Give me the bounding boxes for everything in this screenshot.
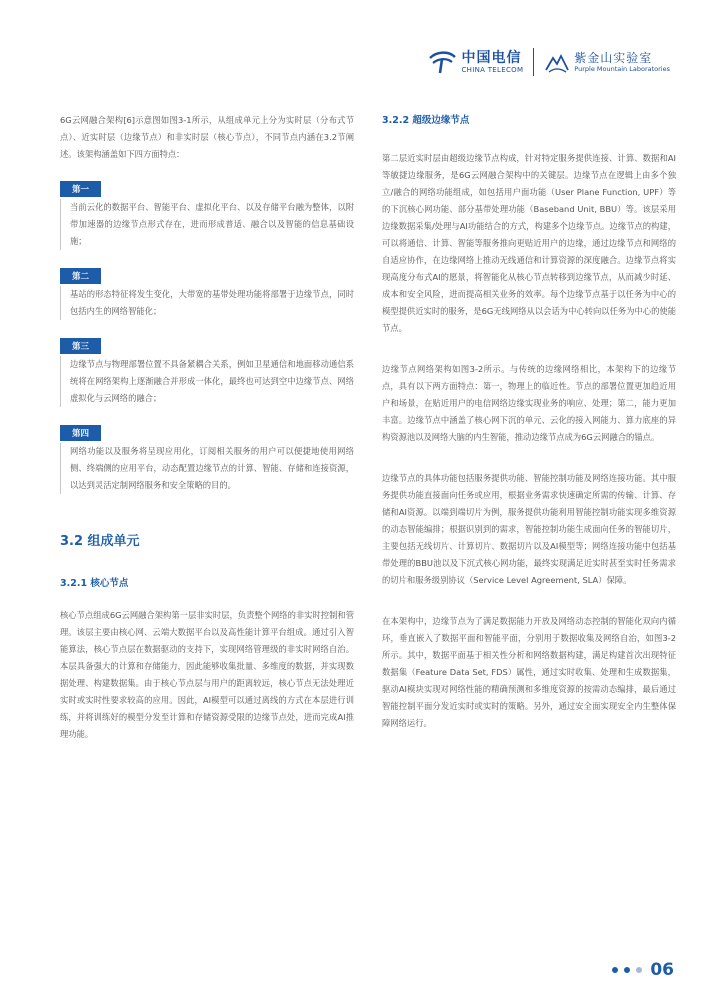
- feature-item-1: [60, 177, 354, 250]
- spacer: [382, 446, 676, 470]
- page-number: 06: [650, 960, 674, 980]
- feature-body-3: [60, 356, 354, 407]
- china-telecom-logo-icon: [427, 49, 457, 75]
- edge-paragraph-2: 边缘节点网络架构如图3-2所示。与传统的边缘网络相比，本架构下的边缘节点，具有以下两方面特点：第一，物理上的临近性。节点的部署位置更加趋近用户和场景，在贴近用户的电信网络边缘实现业务的响应、处理；第二，能力更加丰富。边缘节点中涵盖了核心网下沉的单元、云化的接入网能力、算力底座的异构资源池以及网络大脑的内生智能，推动边缘节点成为6G云网融合的锚点。: [382, 364, 676, 442]
- spacer: [382, 337, 676, 361]
- feature-item-3: [60, 334, 354, 407]
- feature-tag-4: 第四: [60, 425, 101, 441]
- intro-paragraph: 6G云网融合架构[6]示意图如图3-1所示，从组成单元上分为实时层（分布式节点）、近实时层（边缘节点）和非实时层（核心节点），不同节点内涵在3.2节阐述。该架构涵盖如下四方面特点：: [60, 115, 354, 159]
- edge-paragraph-3: 边缘节点的具体功能包括服务提供功能、智能控制功能及网络连接功能。其中服务提供功能直接面向任务或应用，根据业务需求快速确定所需的传输、计算、存储和AI资源。以端到端切片为例，服务提供功能利用智能控制功能实现多维资源的动态智能编排；根据识别到的需求，智能控制功能生成面向任务的智能切片，主要包括无线切片、计算切片、数据切片以及AI模型等；网络连接功能中包括基带处理的BBU池以及下沉式核心网功能，最终实现满足近实时甚至实时任务需求的切片和服务级别协议（Service Level Agreement, SLA）保障。: [382, 473, 676, 585]
- page-header: [427, 44, 670, 80]
- purple-mountain-logo: [544, 50, 670, 74]
- spacer: [382, 589, 676, 613]
- edge-paragraph-4: 在本架构中，边缘节点为了满足数据能力开放及网络动态控制的智能化双向内循环，垂直嵌入了数据平面和智能平面，分别用于数据收集及网络自治，如图3-2所示。其中，数据平面基于相关性分析和网络数据构建，满足构建首次出现特征数据集（Feature Data Set, FDS）属性，通过实时收集、处理和生成数据集，驱动AI模块实现对网络性能的精确预测和多维度资源的按需动态编排，最后通过智能控制平面分发近实时或实时的策略。另外，通过安全面实现安全内生整体保障网络运行。: [382, 616, 676, 728]
- feature-text-4: 网络功能以及服务将呈现应用化，订阅相关服务的用户可以便捷地使用网络侧、终端侧的应用平台，动态配置边缘节点的计算、智能、存储和连接资源，以达到灵活定制网络服务和安全策略的目的。: [70, 446, 354, 490]
- page-footer: [612, 960, 674, 980]
- spacer: [60, 589, 354, 607]
- lab-name-en: Purple Mountain Laboratories: [574, 64, 670, 73]
- right-column: [382, 112, 676, 732]
- page-dot-2: [624, 967, 630, 973]
- header-divider: [533, 48, 534, 76]
- mountain-logo-icon: [544, 50, 570, 74]
- feature-text-2: 基站的形态特征将发生变化，大带宽的基带处理功能将部署于边缘节点，同时包括内生的网络智能化；: [70, 289, 354, 316]
- subsection-title-edge: 3.2.2 超级边缘节点: [382, 115, 470, 126]
- subsection-title-core: 3.2.1 核心节点: [60, 578, 129, 589]
- feature-text-1: 当前云化的数据平台、智能平台、虚拟化平台、以及存储平台融为整体，以附带加速器的边缘节点形式存在，进而形成普适、融合以及智能的信息基础设施；: [70, 202, 354, 246]
- edge-paragraph-1: 第二层近实时层由超级边缘节点构成，针对特定服务提供连接、计算、数据和AI等敏捷边缘服务，是6G云网融合架构中的关键层。边缘节点在逻辑上由多个独立/融合的网络功能组成，如包括用户面功能（User Plane Function, UPF）等的下沉核心网功能、部分基带处理功能（Baseband Unit, BBU）等。该层采用边缘数据采集/处理与AI功能结合的方式，构建多个边缘节点。边缘节点的构建，可以将通信、计算、智能等服务推向更贴近用户的边缘，通过边缘节点和网络的自适应协作，在边缘网络上推动无线通信和计算资源的深度融合。边缘节点将实现高度分布式AI的愿景，将智能化从核心节点转移到边缘节点，从而减少时延、成本和安全风险，进而提高相关业务的效率。每个边缘节点基于以任务为中心的模型提供近实时的服务，是6G无线网络从以会话为中心转向以任务为中心的使能节点。: [382, 153, 676, 333]
- page-dot-1: [612, 967, 618, 973]
- feature-item-4: [60, 421, 354, 494]
- lab-name-cn: 紫金山实验室: [574, 50, 653, 65]
- feature-body-1: [60, 199, 354, 250]
- china-telecom-logo: [427, 49, 523, 75]
- feature-tag-3: 第三: [60, 338, 101, 354]
- china-telecom-name-cn: 中国电信: [461, 49, 522, 66]
- feature-tag-2: 第二: [60, 268, 101, 284]
- feature-tag-1: 第一: [60, 181, 101, 197]
- feature-body-2: [60, 286, 354, 320]
- left-column: [60, 112, 354, 743]
- feature-item-2: [60, 264, 354, 320]
- feature-body-4: [60, 443, 354, 494]
- china-telecom-name-en: CHINA TELECOM: [461, 65, 524, 74]
- core-node-paragraph: 核心节点组成6G云网融合架构第一层非实时层，负责整个网络的非实时控制和管理。该层主要由核心网、云端大数据平台以及高性能计算平台组成。通过引入智能算法，核心节点层在数据驱动的支持下，实现网络管理级的非实时网络自治。本层具备强大的计算和存储能力，因此能够收集批量、多维度的数据，并实现数据处理、构建数据集。由于核心节点层与用户的距离较远，核心节点无法处理近实时或实时性要求较高的应用。因此，AI模型可以通过离线的方式在本层进行训练，并将训练好的模型分发至计算和存储资源受限的边缘节点处，进而完成AI推理功能。: [60, 610, 354, 739]
- spacer: [382, 126, 676, 150]
- section-title: 3.2 组成单元: [60, 534, 140, 549]
- feature-text-3: 边缘节点与物理部署位置不具备紧耦合关系，例如卫星通信和地面移动通信系统将在网络架构上逐渐融合并形成一体化，最终也可达到空中边缘节点、网络虚拟化与云网络的融合；: [70, 359, 354, 403]
- page-dot-3: [636, 967, 642, 973]
